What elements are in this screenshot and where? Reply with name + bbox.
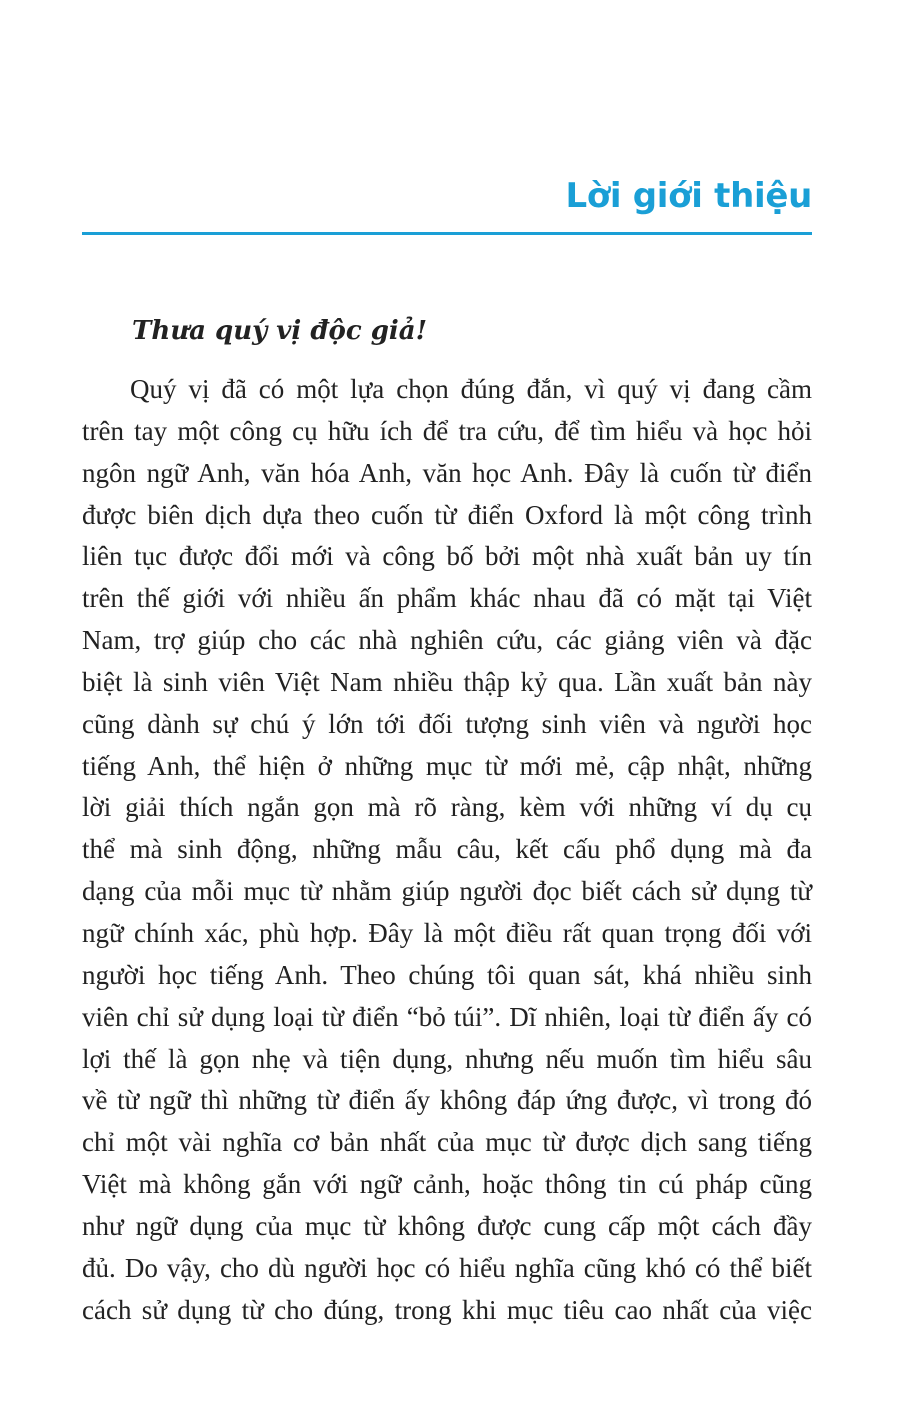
- text-line: Quý vị đã có một lựa chọn đúng đắn, vì quý vị đang cầm: [130, 374, 812, 404]
- text-line: như ngữ dụng của mục từ không được cung cấp một cách đầy: [82, 1210, 812, 1241]
- text-line: chỉ một vài nghĩa cơ bản nhất của mục từ được dịch sang tiếng: [82, 1127, 812, 1158]
- text-line: trên thế giới với nhiều ấn phẩm khác nhau đã có mặt tại Việt: [82, 583, 812, 614]
- text-line: ngữ chính xác, phù hợp. Đây là một điều rất quan trọng đối với: [82, 917, 812, 948]
- text-line: đủ. Do vậy, cho dù người học có hiểu nghĩa cũng khó có thể biết: [82, 1252, 812, 1283]
- text-line: thể mà sinh động, những mẫu câu, kết cấu phổ dụng mà đa: [82, 834, 812, 865]
- text-line: trên tay một công cụ hữu ích để tra cứu, để tìm hiểu và học hỏi: [82, 415, 812, 446]
- body-paragraph: [82, 369, 812, 1331]
- text-line: ngôn ngữ Anh, văn hóa Anh, văn học Anh. Đây là cuốn từ điển: [82, 457, 812, 488]
- text-line: liên tục được đổi mới và công bố bởi một nhà xuất bản uy tín: [82, 541, 812, 572]
- text-line: biệt là sinh viên Việt Nam nhiều thập kỷ qua. Lần xuất bản này: [82, 666, 812, 697]
- text-line: lợi thế là gọn nhẹ và tiện dụng, nhưng nếu muốn tìm hiểu sâu: [82, 1043, 812, 1074]
- text-line: dạng của mỗi mục từ nhằm giúp người đọc biết cách sử dụng từ: [82, 876, 812, 907]
- text-line: cũng dành sự chú ý lớn tới đối tượng sinh viên và người học: [82, 708, 812, 739]
- text-line: được biên dịch dựa theo cuốn từ điển Oxford là một công trình: [82, 499, 812, 530]
- text-line: lời giải thích ngắn gọn mà rõ ràng, kèm với những ví dụ cụ: [82, 792, 812, 823]
- title-underline: [82, 232, 812, 235]
- text-line: người học tiếng Anh. Theo chúng tôi quan sát, khá nhiều sinh: [82, 959, 812, 990]
- text-line: cách sử dụng từ cho đúng, trong khi mục tiêu cao nhất của việc: [82, 1294, 812, 1325]
- text-line: Nam, trợ giúp cho các nhà nghiên cứu, các giảng viên và đặc: [82, 625, 812, 656]
- text-line: về từ ngữ thì những từ điển ấy không đáp ứng được, vì trong đó: [82, 1085, 812, 1116]
- page-title: Lời giới thiệu: [565, 176, 812, 216]
- text-line: Việt mà không gắn với ngữ cảnh, hoặc thông tin cú pháp cũng: [82, 1169, 812, 1200]
- text-line: tiếng Anh, thể hiện ở những mục từ mới mẻ, cập nhật, những: [82, 750, 812, 781]
- text-line: viên chỉ sử dụng loại từ điển “bỏ túi”. Dĩ nhiên, loại từ điển ấy có: [82, 1001, 812, 1032]
- salutation: Thưa quý vị độc giả!: [132, 316, 428, 346]
